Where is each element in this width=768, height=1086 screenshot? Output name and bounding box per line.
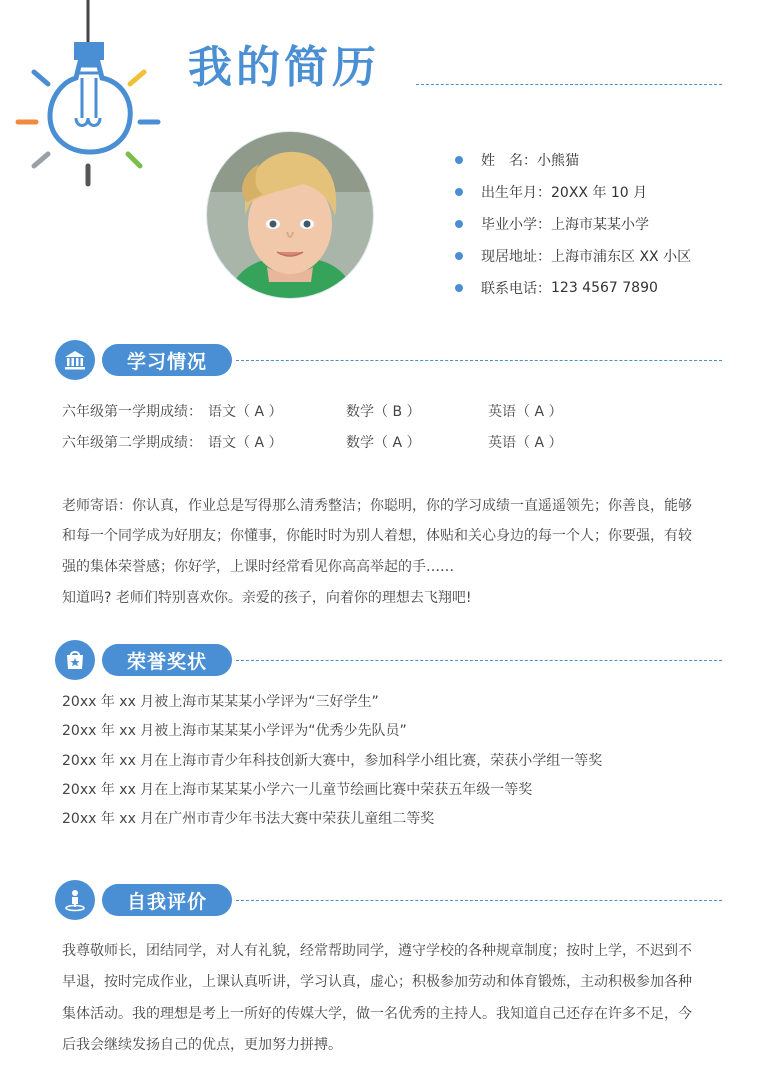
info-value: 123 4567 7890 [551, 280, 658, 296]
avatar [206, 131, 374, 299]
grade-row-2 [62, 432, 202, 452]
comment-line: 和每一个同学成为好朋友；你懂事，你能时时为别人着想，体贴和关心身边的每一个人；你要强，有较 [62, 528, 692, 544]
info-label: 毕业小学： [481, 217, 551, 233]
shopping-bag-star-icon [55, 640, 95, 680]
bank-icon [55, 340, 95, 380]
grade-chinese: 语文（ A ） [208, 404, 283, 420]
info-school [455, 214, 649, 234]
grade-math: 数学（ B ） [346, 404, 421, 420]
grade-term: 六年级第二学期成绩： [62, 435, 202, 451]
info-label: 现居地址： [481, 249, 551, 265]
info-label: 姓 名： [481, 153, 537, 169]
bullet-dot [455, 284, 463, 292]
comment-line: 老师寄语：你认真，作业总是写得那么清秀整洁；你聪明，你的学习成绩一直遥遥领先；你善良，能够 [62, 498, 692, 514]
honor-item: 20xx 年 xx 月在上海市青少年科技创新大赛中，参加科学小组比赛，荣获小学组一等奖 [62, 753, 603, 769]
grade-row-1 [62, 401, 202, 421]
self-eval-line: 早退，按时完成作业，上课认真听讲，学习认真，虚心；积极参加劳动和体育锻炼，主动积极参加各种 [62, 974, 692, 990]
info-value: 上海市某某小学 [551, 217, 649, 233]
child-photo [207, 132, 373, 298]
info-label: 联系电话： [481, 281, 551, 297]
bullet-dot [455, 252, 463, 260]
section-heading-honors: 荣誉奖状 [102, 644, 232, 676]
comment-line: 强的集体荣誉感；你好学，上课时经常看见你高高举起的手…… [62, 559, 454, 575]
section-divider [236, 900, 722, 901]
grade-term: 六年级第一学期成绩： [62, 404, 202, 420]
grade-chinese: 语文（ A ） [208, 435, 283, 451]
bullet-dot [455, 188, 463, 196]
info-label: 出生年月： [481, 185, 551, 201]
info-value: 小熊猫 [537, 153, 579, 169]
self-eval-line: 我尊敬师长，团结同学，对人有礼貌，经常帮助同学，遵守学校的各种规章制度；按时上学，不迟到不 [62, 943, 692, 959]
honor-item: 20xx 年 xx 月被上海市某某某小学评为“优秀少先队员” [62, 723, 407, 739]
section-divider [236, 660, 722, 661]
bullet-dot [455, 156, 463, 164]
title-divider [416, 84, 722, 85]
grade-english: 英语（ A ） [488, 435, 563, 451]
self-eval-line: 后我会继续发扬自己的优点，更加努力拼搏。 [62, 1037, 342, 1053]
info-value: 上海市浦东区 XX 小区 [551, 249, 692, 265]
honor-item: 20xx 年 xx 月被上海市某某某小学评为“三好学生” [62, 694, 379, 710]
comment-line: 知道吗? 老师们特别喜欢你。亲爱的孩子，向着你的理想去飞翔吧! [62, 590, 472, 606]
info-address [455, 246, 691, 266]
lightbulb-icon [10, 0, 165, 195]
section-heading-self: 自我评价 [102, 884, 232, 916]
section-divider [236, 360, 722, 361]
honor-item: 20xx 年 xx 月在上海市某某某小学六一儿童节绘画比赛中荣获五年级一等奖 [62, 782, 533, 798]
self-eval-line: 集体活动。我的理想是考上一所好的传媒大学，做一名优秀的主持人。我知道自己还存在许多不足，今 [62, 1006, 692, 1022]
grade-english: 英语（ A ） [488, 404, 563, 420]
info-name [455, 150, 579, 170]
honor-item: 20xx 年 xx 月在广州市青少年书法大赛中荣获儿童组二等奖 [62, 811, 435, 827]
person-location-icon [55, 880, 95, 920]
bullet-dot [455, 220, 463, 228]
info-birth [455, 182, 647, 202]
info-value: 20XX 年 10 月 [551, 185, 648, 201]
info-phone [455, 278, 658, 298]
grade-math: 数学（ A ） [346, 435, 421, 451]
section-heading-study: 学习情况 [102, 344, 232, 376]
page-title: 我的简历 [188, 42, 380, 93]
